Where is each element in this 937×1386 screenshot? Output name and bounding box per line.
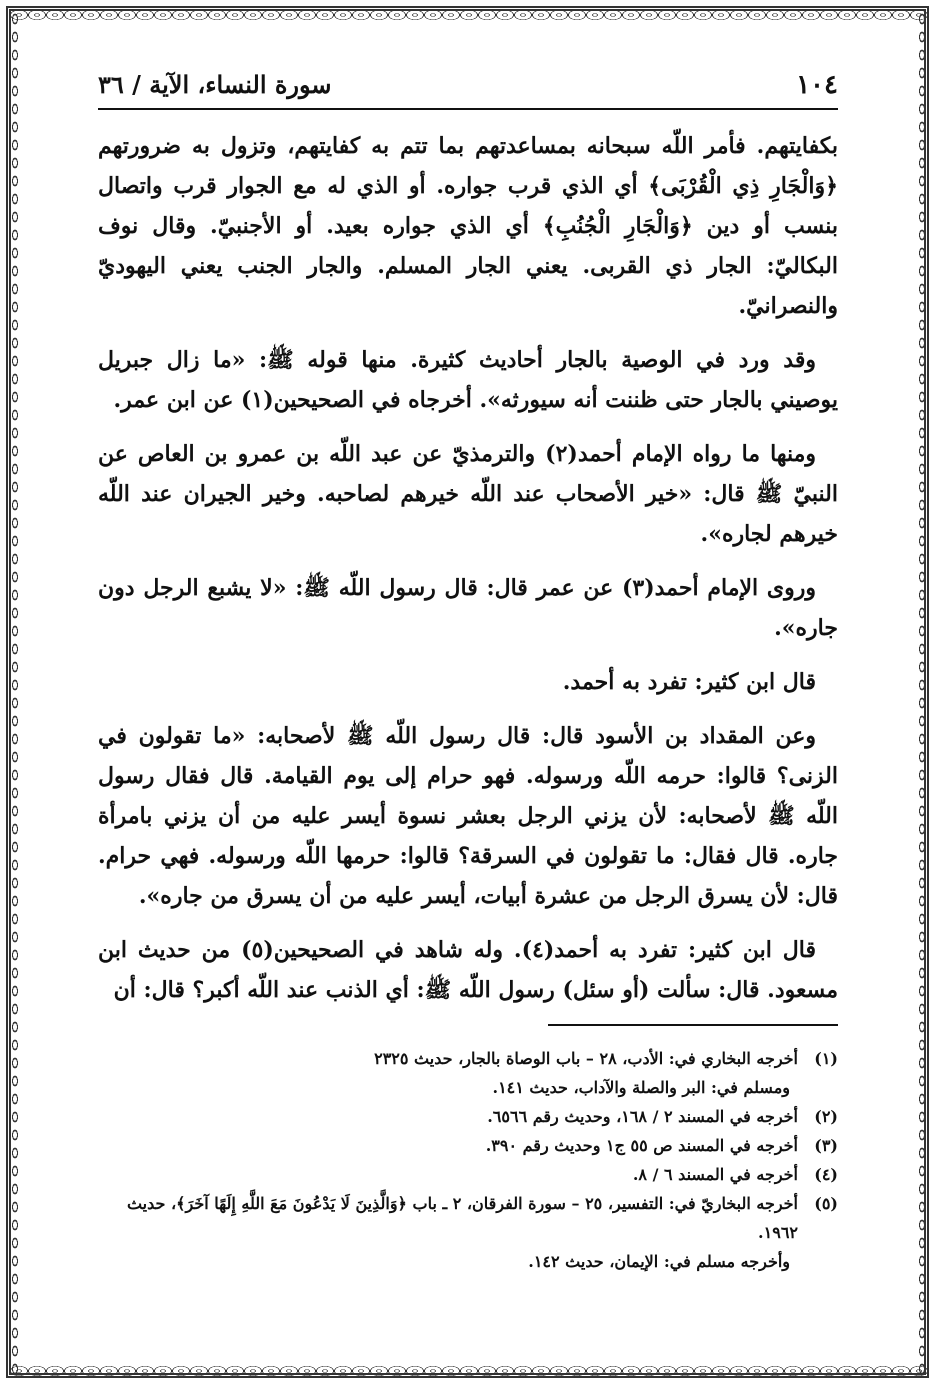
footnote-2 [98, 1102, 838, 1131]
footnote-number: (٤) [814, 1165, 838, 1184]
paragraph: وروى الإمام أحمد(٣) عن عمر قال: قال رسول اللّه ﷺ: «لا يشبع الرجل دون جاره». [98, 575, 838, 641]
footnote-number: (٢) [814, 1107, 838, 1126]
page-number: ١٠٤ [796, 70, 838, 100]
decorative-chain-left [10, 10, 20, 1376]
footnote-3 [98, 1131, 838, 1160]
footnote-text: أخرجه في المسند ٢ / ١٦٨، وحديث رقم ٦٥٦٦. [487, 1107, 798, 1126]
decorative-chain-top [10, 10, 927, 20]
footnote-number: (٥) [814, 1194, 838, 1213]
decorative-chain-bottom [10, 1366, 927, 1376]
footnote-text: أخرجه البخاريّ في: التفسير، ٢٥ – سورة الفرقان، ٢ ـ باب ﴿وَالَّذِينَ لَا يَدْعُونَ مَعَ اللَّهِ إِلَهًا آخَرَ﴾، حديث ١٩٦٢. [126, 1194, 798, 1242]
main-text [98, 126, 838, 1010]
decorative-chain-right [917, 10, 927, 1376]
footnote-continuation: وأخرجه مسلم في: الإيمان، حديث ١٤٢. [528, 1252, 790, 1271]
paragraph: بكفايتهم. فأمر اللّه سبحانه بمساعدتهم بما تتم به كفايتهم، وتزول به ضرورتهم ﴿وَالْجَارِ ذِي الْقُرْبَى﴾ أي الذي قرب جواره. أو الذي له مع الجوار قرب واتصال بنسب أو دين ﴿وَالْجَارِ الْجُنُبِ﴾ أي الذي جواره بعيد. أو الأجنبيّ. وقال نوف البكاليّ: الجار ذي القربى. يعني الجار المسلم. والجار الجنب يعني اليهوديّ والنصرانيّ. [98, 133, 838, 319]
paragraph: قال ابن كثير: تفرد به أحمد. [562, 669, 816, 695]
footnote-number: (٣) [814, 1136, 838, 1155]
footnotes [98, 1044, 838, 1276]
footnote-1 [98, 1044, 838, 1073]
footnote-5 [98, 1189, 838, 1247]
footnote-number: (١) [814, 1049, 838, 1068]
paragraph: ومنها ما رواه الإمام أحمد(٢) والترمذيّ عن عبد اللّه بن عمرو بن العاص عن النبيّ ﷺ قال: «خير الأصحاب عند اللّه خيرهم لصاحبه. وخير الجيران عند اللّه خيرهم لجاره». [98, 441, 838, 547]
paragraph: وقد ورد في الوصية بالجار أحاديث كثيرة. منها قوله ﷺ: «ما زال جبريل يوصيني بالجار حتى ظننت أنه سيورثه». أخرجاه في الصحيحين(١) عن ابن عمر. [98, 347, 838, 413]
paragraph: قال ابن كثير: تفرد به أحمد(٤). وله شاهد في الصحيحين(٥) من حديث ابن مسعود. قال: سألت (أو سئل) رسول اللّه ﷺ: أي الذنب عند اللّه أكبر؟ قال: أن [98, 937, 838, 1003]
footnote-text: أخرجه في المسند ٦ / ٨. [632, 1165, 798, 1184]
running-title: سورة النساء، الآية / ٣٦ [98, 70, 332, 99]
footnote-separator [548, 1024, 838, 1026]
page-header [98, 70, 838, 110]
page-content [98, 70, 838, 1276]
paragraph: وعن المقداد بن الأسود قال: قال رسول اللّه ﷺ لأصحابه: «ما تقولون في الزنى؟ قالوا: حرمه اللّه ورسوله. فهو حرام إلى يوم القيامة. قال فقال رسول اللّه ﷺ لأصحابه: لأن يزني الرجل بعشر نسوة أيسر عليه من أن يزني بامرأة جاره. قال فقال: ما تقولون في السرقة؟ قالوا: حرمها اللّه ورسوله. فهي حرام. قال: لأن يسرق الرجل من عشرة أبيات، أيسر عليه من أن يسرق من جاره». [98, 723, 838, 909]
footnote-continuation: ومسلم في: البر والصلة والآداب، حديث ١٤١. [492, 1078, 790, 1097]
footnote-text: أخرجه البخاري في: الأدب، ٢٨ – باب الوصاة بالجار، حديث ٢٣٢٥ [374, 1049, 798, 1068]
footnote-text: أخرجه في المسند ص ٥٥ ج١ وحديث رقم ٣٩٠. [485, 1136, 798, 1155]
footnote-4 [98, 1160, 838, 1189]
